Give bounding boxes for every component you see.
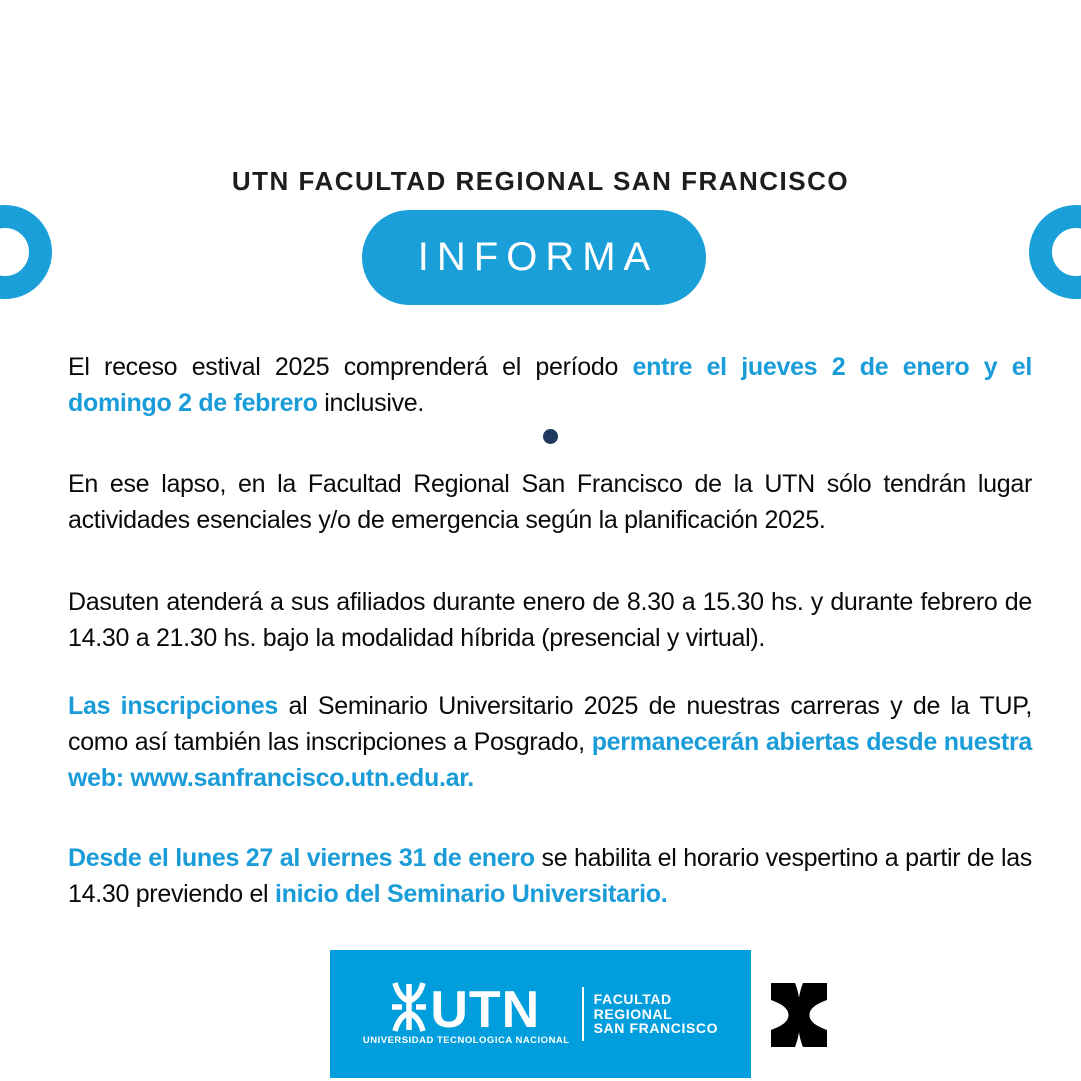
logo-divider xyxy=(582,987,584,1041)
body-text xyxy=(68,349,1032,912)
highlighted-text: Desde el lunes 27 al viernes 31 de enero xyxy=(68,844,535,872)
faculty-line: REGIONAL xyxy=(593,1005,673,1022)
body-paragraph xyxy=(68,688,1032,796)
faculty-name-block xyxy=(594,992,718,1036)
left-ring-decoration xyxy=(0,205,52,299)
body-text-segment: Dasuten atenderá a sus afiliados durante enero de 8.30 a 15.30 hs. y durante febrero de 14.30 a 21.30 hs. bajo la modalidad híbrida (presencial y virtual). xyxy=(68,588,1032,652)
separator-dot xyxy=(543,429,558,444)
body-text-segment: se habilita el horario vespertino a partir de las 14.30 previendo el xyxy=(68,844,1033,908)
utn-institution-caption: UNIVERSIDAD TECNOLOGICA NACIONAL xyxy=(362,1035,570,1046)
body-paragraph xyxy=(68,840,1032,912)
utn-logo-box xyxy=(330,950,751,1078)
body-paragraph xyxy=(68,584,1032,656)
informa-badge xyxy=(362,210,706,305)
highlighted-text: permanecerán abiertas desde nuestra web: www.sanfrancisco.utn.edu.ar. xyxy=(68,728,1032,792)
body-paragraph xyxy=(68,349,1032,421)
body-paragraph xyxy=(68,466,1032,538)
highlighted-text: entre el jueves 2 de enero y el domingo 2 de febrero xyxy=(68,353,1032,417)
faculty-line: FACULTAD xyxy=(593,991,672,1008)
faculty-line: SAN FRANCISCO xyxy=(593,1020,719,1037)
right-ring-decoration xyxy=(1029,205,1081,299)
body-text-segment: El receso estival 2025 comprenderá el período xyxy=(68,353,633,381)
body-text-segment: inclusive. xyxy=(317,389,425,417)
header-title: UTN FACULTAD REGIONAL SAN FRANCISCO xyxy=(231,166,850,196)
utn-logo-lockup xyxy=(363,982,718,1046)
highlighted-text: inicio del Seminario Universitario. xyxy=(274,880,668,908)
body-text-segment: En ese lapso, en la Facultad Regional San Francisco de la UTN sólo tendrán lugar actividades esenciales y/o de emergencia según la planificación 2025. xyxy=(68,470,1032,534)
utn-acronym: UTN xyxy=(430,981,541,1039)
informa-badge-label: INFORMA xyxy=(417,235,659,279)
body-text-segment: al Seminario Universitario 2025 de nuestras carreras y de la TUP, como así también las inscripciones a Posgrado, xyxy=(68,692,1032,756)
highlighted-text: Las inscripciones xyxy=(68,692,278,720)
utn-gear-icon xyxy=(392,982,426,1032)
x-logo-icon xyxy=(771,983,827,1047)
